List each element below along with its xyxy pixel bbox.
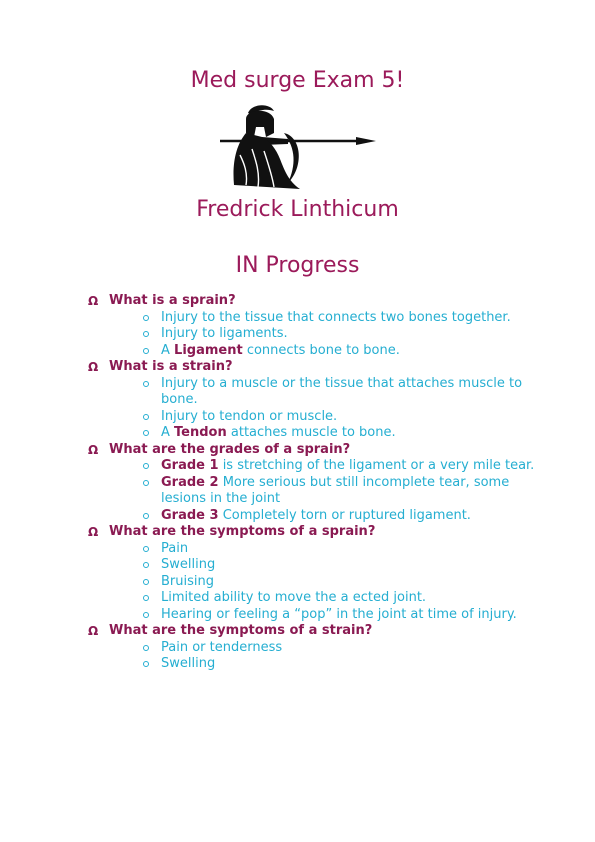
answer-text: connects bone to bone. xyxy=(242,342,400,358)
answer-term: Ligament xyxy=(174,342,243,358)
answer-list xyxy=(109,640,538,673)
answer-item xyxy=(140,557,538,574)
answer-item xyxy=(140,656,538,673)
answer-prefix: A xyxy=(161,342,175,358)
answer-term: Grade 3 xyxy=(161,507,219,523)
answer-text: Injury to ligaments. xyxy=(161,326,288,341)
omega-bullet-icon: Ω xyxy=(88,360,99,374)
question-text: What are the grades of a sprain? xyxy=(109,441,351,457)
circle-bullet-icon xyxy=(143,661,149,667)
answer-text: Limited ability to move the a ected joint. xyxy=(161,590,427,605)
answer-text: Bruising xyxy=(161,573,214,589)
answer-item xyxy=(140,541,538,558)
circle-bullet-icon xyxy=(143,348,149,354)
circle-bullet-icon xyxy=(143,595,149,601)
omega-bullet-icon: Ω xyxy=(88,525,99,539)
answer-text: Hearing or feeling a “pop” in the joint at time of injury. xyxy=(161,606,517,622)
circle-bullet-icon xyxy=(143,579,149,585)
answer-list xyxy=(109,310,538,360)
answer-item xyxy=(140,326,538,343)
answer-item xyxy=(140,425,538,442)
question-item xyxy=(88,524,538,623)
circle-bullet-icon xyxy=(143,562,149,568)
answer-item xyxy=(140,508,538,525)
answer-text: Pain or tenderness xyxy=(161,639,283,655)
omega-bullet-icon: Ω xyxy=(88,624,99,638)
circle-bullet-icon xyxy=(143,414,149,420)
answer-text: attaches muscle to bone. xyxy=(226,425,396,440)
progress-status: IN Progress xyxy=(235,253,360,278)
answer-text: Injury to a muscle or the tissue that attaches muscle to bone. xyxy=(161,375,523,407)
circle-bullet-icon xyxy=(143,463,149,469)
answer-item xyxy=(140,343,538,360)
answer-list xyxy=(109,376,538,442)
answer-text: Swelling xyxy=(161,656,216,671)
answer-item xyxy=(140,475,538,508)
answer-item xyxy=(140,574,538,591)
answer-item xyxy=(140,590,538,607)
question-item xyxy=(88,293,538,359)
circle-bullet-icon xyxy=(143,513,149,519)
answer-text: Pain xyxy=(161,540,189,556)
omega-bullet-icon: Ω xyxy=(88,294,99,308)
circle-bullet-icon xyxy=(143,612,149,618)
answer-item xyxy=(140,458,538,475)
question-item xyxy=(88,623,538,673)
question-item xyxy=(88,442,538,525)
answer-item xyxy=(140,607,538,624)
answer-term: Grade 2 xyxy=(161,474,219,490)
answer-text: is stretching of the ligament or a very mile tear. xyxy=(218,458,535,473)
answer-term: Grade 1 xyxy=(161,458,219,473)
answer-item xyxy=(140,409,538,426)
answer-text: Injury to tendon or muscle. xyxy=(161,408,338,424)
circle-bullet-icon xyxy=(143,645,149,651)
author-name: Fredrick Linthicum xyxy=(196,197,399,222)
circle-bullet-icon xyxy=(143,331,149,337)
answer-list xyxy=(109,458,538,524)
answer-text: Swelling xyxy=(161,557,216,572)
answer-text: Completely torn or ruptured ligament. xyxy=(218,507,471,523)
circle-bullet-icon xyxy=(143,315,149,321)
answer-prefix: A xyxy=(161,425,175,440)
answer-list xyxy=(109,541,538,624)
answer-item xyxy=(140,376,538,409)
spartan-warrior-with-spear-icon xyxy=(218,103,378,191)
answer-term: Tendon xyxy=(174,425,227,440)
circle-bullet-icon xyxy=(143,430,149,436)
question-list xyxy=(88,293,538,673)
question-text: What are the symptoms of a sprain? xyxy=(109,524,376,539)
question-text: What is a strain? xyxy=(109,359,233,374)
answer-text: More serious but still incomplete tear, some lesions in the joint xyxy=(161,474,510,506)
answer-item xyxy=(140,640,538,657)
question-text: What is a sprain? xyxy=(109,293,236,308)
question-text: What are the symptoms of a strain? xyxy=(109,623,373,638)
answer-text: Injury to the tissue that connects two bones together. xyxy=(161,309,511,325)
omega-bullet-icon: Ω xyxy=(88,442,99,457)
circle-bullet-icon xyxy=(143,381,149,387)
answer-item xyxy=(140,310,538,327)
circle-bullet-icon xyxy=(143,546,149,552)
circle-bullet-icon xyxy=(143,480,149,486)
question-item xyxy=(88,359,538,442)
document-title: Med surge Exam 5! xyxy=(190,68,405,93)
